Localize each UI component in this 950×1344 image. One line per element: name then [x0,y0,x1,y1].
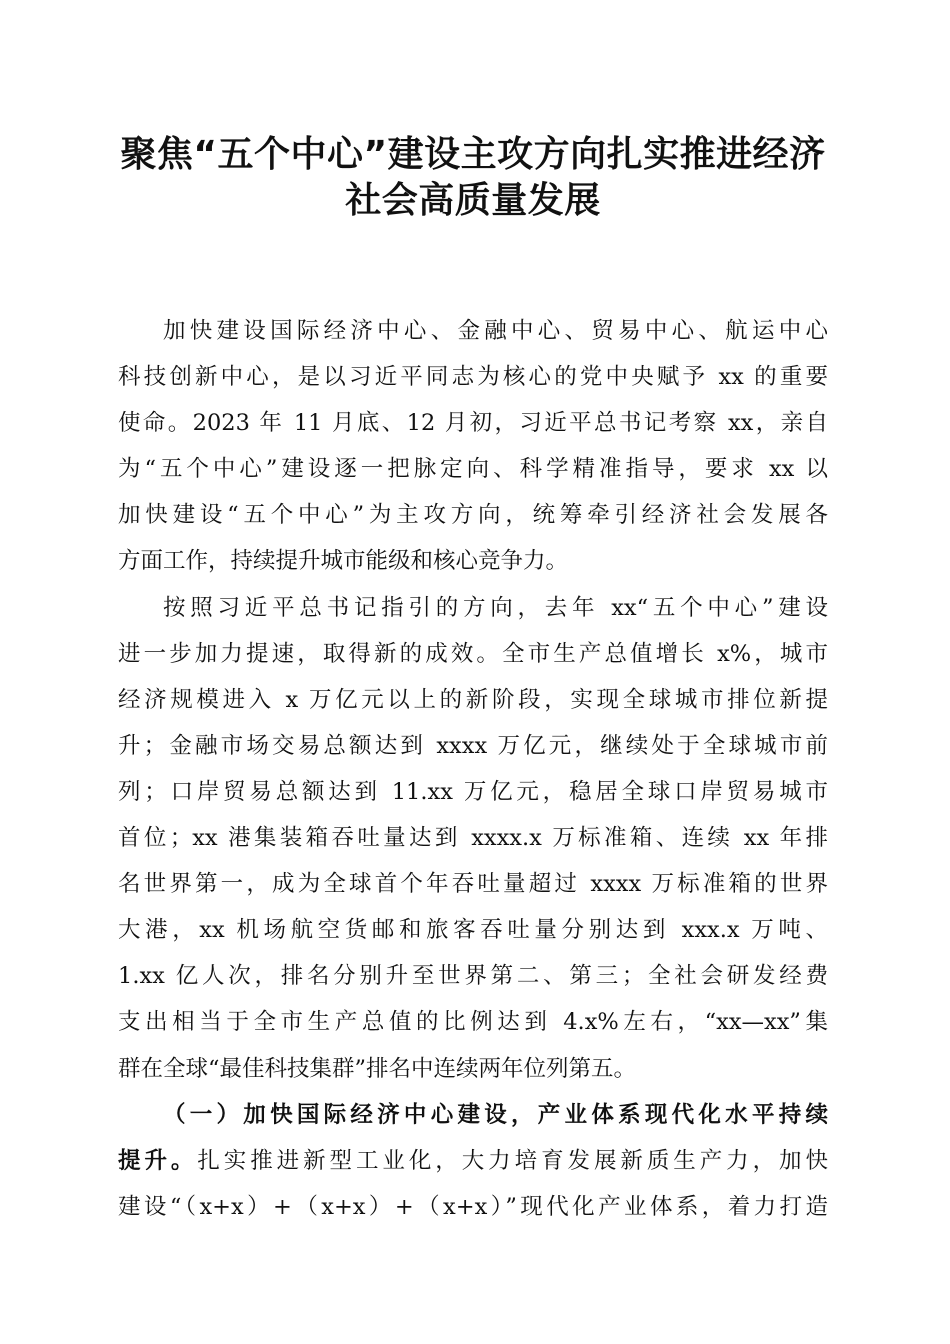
title-line-1: 聚焦“五个中心”建设主攻方向扎实推进经济 [120,134,826,175]
paragraph-line: 加快建设“五个中心”为主攻方向，统筹牵引经济社会发展各 [118,502,828,529]
paragraph-line: 升；金融市场交易总额达到 xxxx 万亿元，继续处于全球城市前 [118,732,828,759]
title-line-2: 社会高质量发展 [345,180,601,221]
paragraph-line: 为“五个中心”建设逐一把脉定向、科学精准指导，要求 xx 以 [118,456,828,483]
section-line-text: 扎实推进新型工业化，大力培育发展新质生产力，加快 [197,1147,828,1174]
paragraph-line: 进一步加力提速，取得新的成效。全市生产总值增长 x%，城市 [118,640,828,667]
document-body [118,308,828,1230]
paragraph-line: 支出相当于全市生产总值的比例达到 4.x%左右，“xx—xx”集 [118,1009,828,1036]
section-line [118,1138,828,1184]
section-heading-end: 提升。 [118,1147,198,1174]
paragraph-line: 科技创新中心，是以习近平同志为核心的党中央赋予 xx 的重要 [118,364,828,391]
paragraph-line: 按照习近平总书记指引的方向，去年 xx“五个中心”建设 [163,594,828,621]
document-page [118,132,828,1230]
paragraph-line: 首位；xx 港集装箱吞吐量达到 xxxx.x 万标准箱、连续 xx 年排 [118,825,828,852]
paragraph-2 [118,585,828,1092]
document-title [118,132,828,224]
paragraph-line: 名世界第一，成为全球首个年吞吐量超过 xxxx 万标准箱的世界 [118,871,828,898]
paragraph-line: 方面工作，持续提升城市能级和核心竞争力。 [118,548,569,575]
section-1 [118,1092,828,1230]
paragraph-line: 大港，xx 机场航空货邮和旅客吞吐量分别达到 xxx.x 万吨、 [118,917,828,944]
section-heading: （一）加快国际经济中心建设，产业体系现代化水平持续 [163,1101,828,1128]
paragraph-line: 经济规模进入 x 万亿元以上的新阶段，实现全球城市排位新提 [118,686,828,713]
section-line: 建设“（x+x）+（x+x）+（x+x）”现代化产业体系，着力打造 [118,1193,828,1220]
paragraph-line: 群在全球“最佳科技集群”排名中连续两年位列第五。 [118,1055,637,1082]
paragraph-1 [118,308,828,585]
paragraph-line: 加快建设国际经济中心、金融中心、贸易中心、航运中心 [163,318,828,344]
paragraph-line: 列；口岸贸易总额达到 11.xx 万亿元，稳居全球口岸贸易城市 [118,778,828,805]
paragraph-line: 1.xx 亿人次，排名分别升至世界第二、第三；全社会研发经费 [118,963,828,990]
paragraph-line: 使命。2023 年 11 月底、12 月初，习近平总书记考察 xx，亲自 [118,410,828,437]
